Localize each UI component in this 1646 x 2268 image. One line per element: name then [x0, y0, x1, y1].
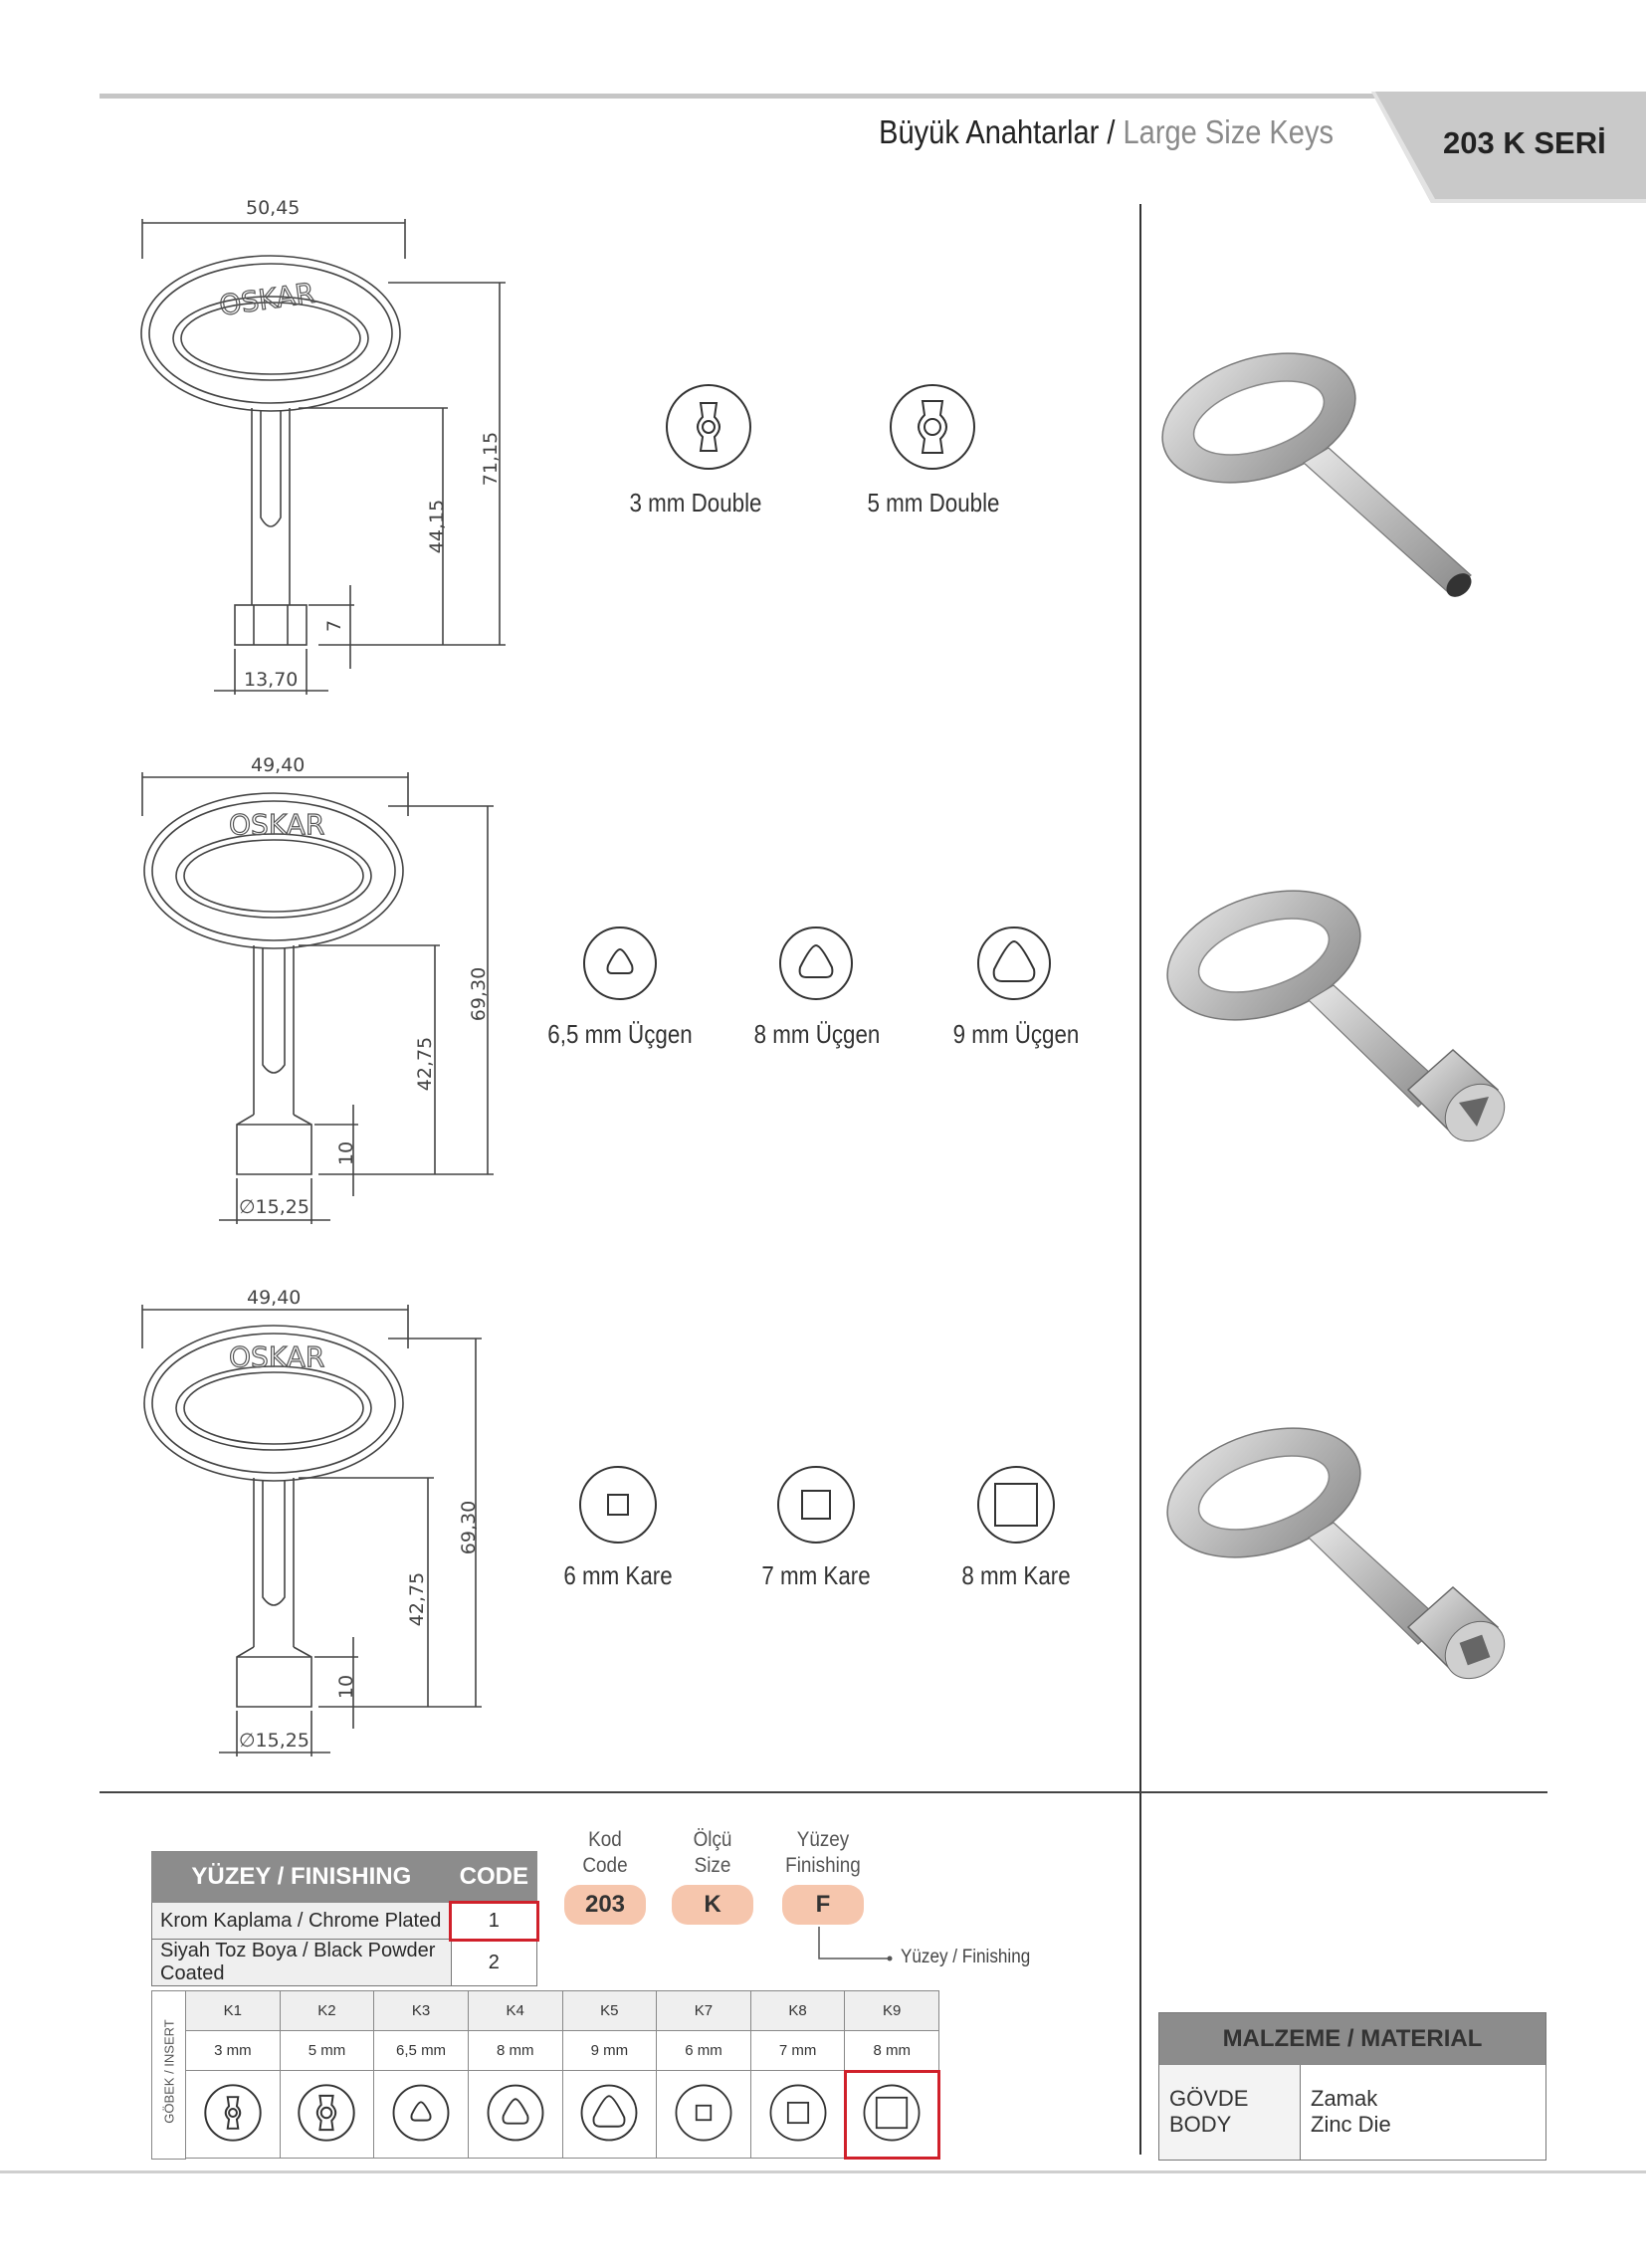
series-tab-label: 203 K SERİ: [1443, 125, 1606, 160]
label-en: Size: [694, 1854, 731, 1877]
oskar-logo: OSKAR: [229, 1340, 325, 1373]
insert-label: 3 mm Double: [629, 488, 762, 517]
code-value-pill: 203: [564, 1885, 646, 1925]
material-header: MALZEME / MATERIAL: [1222, 2024, 1483, 2052]
insert-label: 9 mm Üçgen: [952, 1019, 1080, 1049]
pointer-line: [816, 1927, 896, 1966]
dim-shaft-3: 42,75: [406, 1571, 429, 1627]
insert-size: 7 mm: [750, 2031, 845, 2071]
square-7mm-icon: [776, 1465, 856, 1545]
insert-code: K8: [750, 1991, 845, 2031]
insert-table: [185, 1990, 939, 2159]
insert-cell-k8[interactable]: [750, 2071, 845, 2159]
key-photo-2: [1154, 876, 1572, 1194]
section-rule: [100, 1791, 1547, 1793]
insert-label: 8 mm Kare: [961, 1560, 1071, 1590]
insert-cell-k2[interactable]: [280, 2071, 374, 2159]
triangle-8mm-icon: [778, 926, 854, 1001]
insert-cell-k9[interactable]: [845, 2071, 939, 2159]
dim-tip-3: 10: [335, 1674, 358, 1700]
key-drawing-1: [119, 199, 537, 717]
insert-size: 5 mm: [280, 2031, 374, 2071]
triangle-6-5mm-icon: [582, 926, 658, 1001]
insert-size: 9 mm: [562, 2031, 657, 2071]
vertical-divider: [1139, 204, 1141, 2155]
dim-total-1: 71,15: [480, 431, 503, 487]
oskar-logo: OSKAR: [217, 276, 317, 322]
key-photo-1: [1154, 338, 1572, 637]
insert-code: K4: [468, 1991, 562, 2031]
code-part-label: [551, 1827, 659, 1879]
insert-code: K1: [186, 1991, 281, 2031]
footer-rule: [0, 2170, 1646, 2173]
material-value: [1301, 2065, 1546, 2161]
finishing-value-pill: F: [782, 1885, 864, 1925]
insert-label: 7 mm Kare: [761, 1560, 871, 1590]
double-3mm-icon: [665, 383, 752, 471]
size-value-pill: K: [672, 1885, 753, 1925]
insert-cell-k7[interactable]: [657, 2071, 751, 2159]
insert-size: 8 mm: [468, 2031, 562, 2071]
finishing-header: YÜZEY / FINISHING: [152, 1852, 452, 1903]
insert-side-label: GÖBEK / INSERT: [161, 2019, 177, 2124]
square-6mm-icon: [578, 1465, 658, 1545]
finishing-code[interactable]: 1: [451, 1903, 536, 1940]
material-label: [1159, 2065, 1301, 2161]
dim-top-2: 49,40: [251, 754, 306, 776]
insert-code: K3: [374, 1991, 469, 2031]
insert-label: 8 mm Üçgen: [753, 1019, 881, 1049]
label-en: Code: [582, 1854, 628, 1877]
insert-cell-k4[interactable]: [468, 2071, 562, 2159]
insert-size: 6 mm: [657, 2031, 751, 2071]
label-en: Finishing: [785, 1854, 861, 1877]
title-en: Large Size Keys: [1123, 113, 1334, 150]
key-photo-3: [1154, 1413, 1572, 1732]
triangle-8mm-icon: [487, 2084, 544, 2142]
square-8mm-icon: [863, 2084, 921, 2142]
double-5mm-icon: [889, 383, 976, 471]
insert-code: K5: [562, 1991, 657, 2031]
insert-size: 6,5 mm: [374, 2031, 469, 2071]
insert-code: K9: [845, 1991, 939, 2031]
dim-bottom-3: ∅15,25: [239, 1730, 309, 1752]
insert-size: 3 mm: [186, 2031, 281, 2071]
title-tr: Büyük Anahtarlar: [879, 113, 1100, 150]
finishing-code[interactable]: 2: [451, 1940, 536, 1986]
dim-shaft-1: 44,15: [426, 499, 449, 554]
material-table: [1158, 2012, 1546, 2161]
insert-label: 6 mm Kare: [563, 1560, 673, 1590]
insert-code: K7: [657, 1991, 751, 2031]
dim-bottom-2: ∅15,25: [239, 1196, 309, 1218]
label-en: BODY: [1169, 2112, 1232, 2138]
page-title: [773, 113, 1334, 151]
dim-top-1: 50,45: [246, 197, 301, 219]
double-5mm-icon: [298, 2084, 355, 2142]
insert-size: 8 mm: [845, 2031, 939, 2071]
label-tr: Kod: [588, 1828, 622, 1851]
dim-top-3: 49,40: [247, 1287, 302, 1309]
square-7mm-icon: [769, 2084, 827, 2142]
triangle-9mm-icon: [580, 2084, 638, 2142]
insert-cell-k5[interactable]: [562, 2071, 657, 2159]
code-header: CODE: [451, 1852, 536, 1903]
label-tr: Yüzey: [796, 1828, 850, 1851]
dim-tip-1: 7: [323, 619, 346, 633]
size-part-label: [659, 1827, 766, 1879]
finishing-name: Krom Kaplama / Chrome Plated: [152, 1903, 452, 1940]
value-en: Zinc Die: [1311, 2112, 1391, 2138]
insert-cell-k3[interactable]: [374, 2071, 469, 2159]
header-rule: [100, 94, 1375, 99]
insert-label: 6,5 mm Üçgen: [547, 1019, 693, 1049]
dim-shaft-2: 42,75: [414, 1036, 437, 1092]
triangle-9mm-icon: [976, 926, 1052, 1001]
oskar-logo: OSKAR: [229, 808, 325, 841]
insert-label: 5 mm Double: [867, 488, 1000, 517]
finishing-table: [151, 1851, 537, 1986]
square-8mm-icon: [976, 1465, 1056, 1545]
insert-code: K2: [280, 1991, 374, 2031]
finishing-part-label: [769, 1827, 877, 1879]
dim-tip-2: 10: [335, 1140, 358, 1166]
triangle-6-5mm-icon: [392, 2084, 450, 2142]
label-tr: Ölçü: [693, 1828, 732, 1851]
pointer-note: Yüzey / Finishing: [901, 1947, 1031, 1967]
dim-total-3: 69,30: [458, 1500, 481, 1555]
dim-total-2: 69,30: [468, 966, 491, 1022]
square-6mm-icon: [675, 2084, 732, 2142]
label-tr: GÖVDE: [1169, 2086, 1249, 2112]
double-3mm-icon: [204, 2084, 262, 2142]
finishing-name: Siyah Toz Boya / Black Powder Coated: [152, 1940, 452, 1986]
value-tr: Zamak: [1311, 2086, 1378, 2112]
insert-cell-k1[interactable]: [186, 2071, 281, 2159]
title-separator: /: [1107, 113, 1116, 150]
dim-bottom-1: 13,70: [244, 669, 299, 691]
